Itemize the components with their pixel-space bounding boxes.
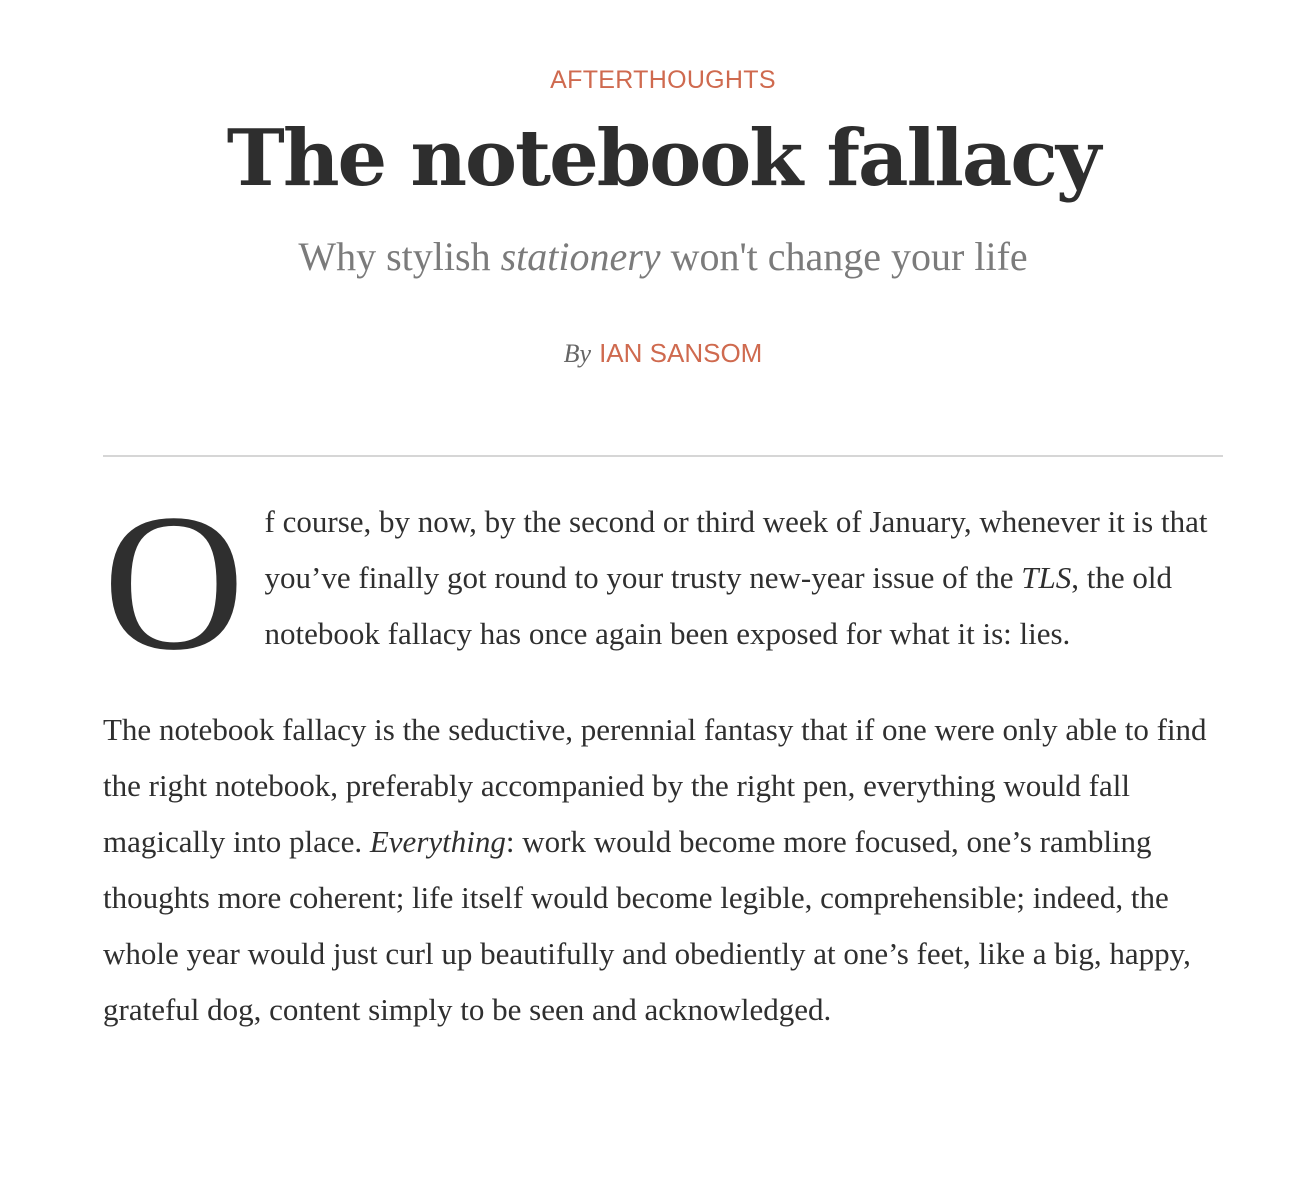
paragraph-2-text-b: : work would become more focused, one’s rambling thoughts more coherent; life itself would become legible, comprehensible; indeed, the whole year would just curl up beautifully and obediently at one’s feet, like a big, happy, grateful dog, content simply to be seen and acknowledged. [103,824,1191,1027]
divider [103,455,1223,457]
article-subtitle [103,230,1223,284]
byline [103,334,1223,377]
paragraph-1-text-b: , the old notebook fallacy has once again been exposed for what it is: lies. [264,560,1173,651]
subtitle-emphasis: stationery [500,234,661,279]
paragraph-2-emphasis: Everything [369,824,506,859]
byline-prefix: By [563,339,592,368]
subtitle-text-start: Why stylish [298,234,501,279]
drop-cap: O [103,474,245,691]
section-kicker[interactable]: AFTERTHOUGHTS [550,66,776,94]
paragraph-2 [103,702,1223,1038]
paragraph-1-emphasis: TLS [1021,560,1072,595]
author-link[interactable]: IAN SANSOM [599,338,763,368]
paragraph-2-text-a: The notebook fallacy is the seductive, perennial fantasy that if one were only able to find the right notebook, preferably accompanied by the right pen, everything would fall magically into place. [103,712,1207,859]
subtitle-text-end: won't change your life [660,234,1028,279]
article-body [103,474,1223,1078]
paragraph-1 [103,474,1223,691]
paragraph-1-text-a: f course, by now, by the second or third week of January, whenever it is that you’ve finally got round to your trusty new-year issue of the [264,504,1208,595]
article-title: The notebook fallacy [226,113,1100,204]
